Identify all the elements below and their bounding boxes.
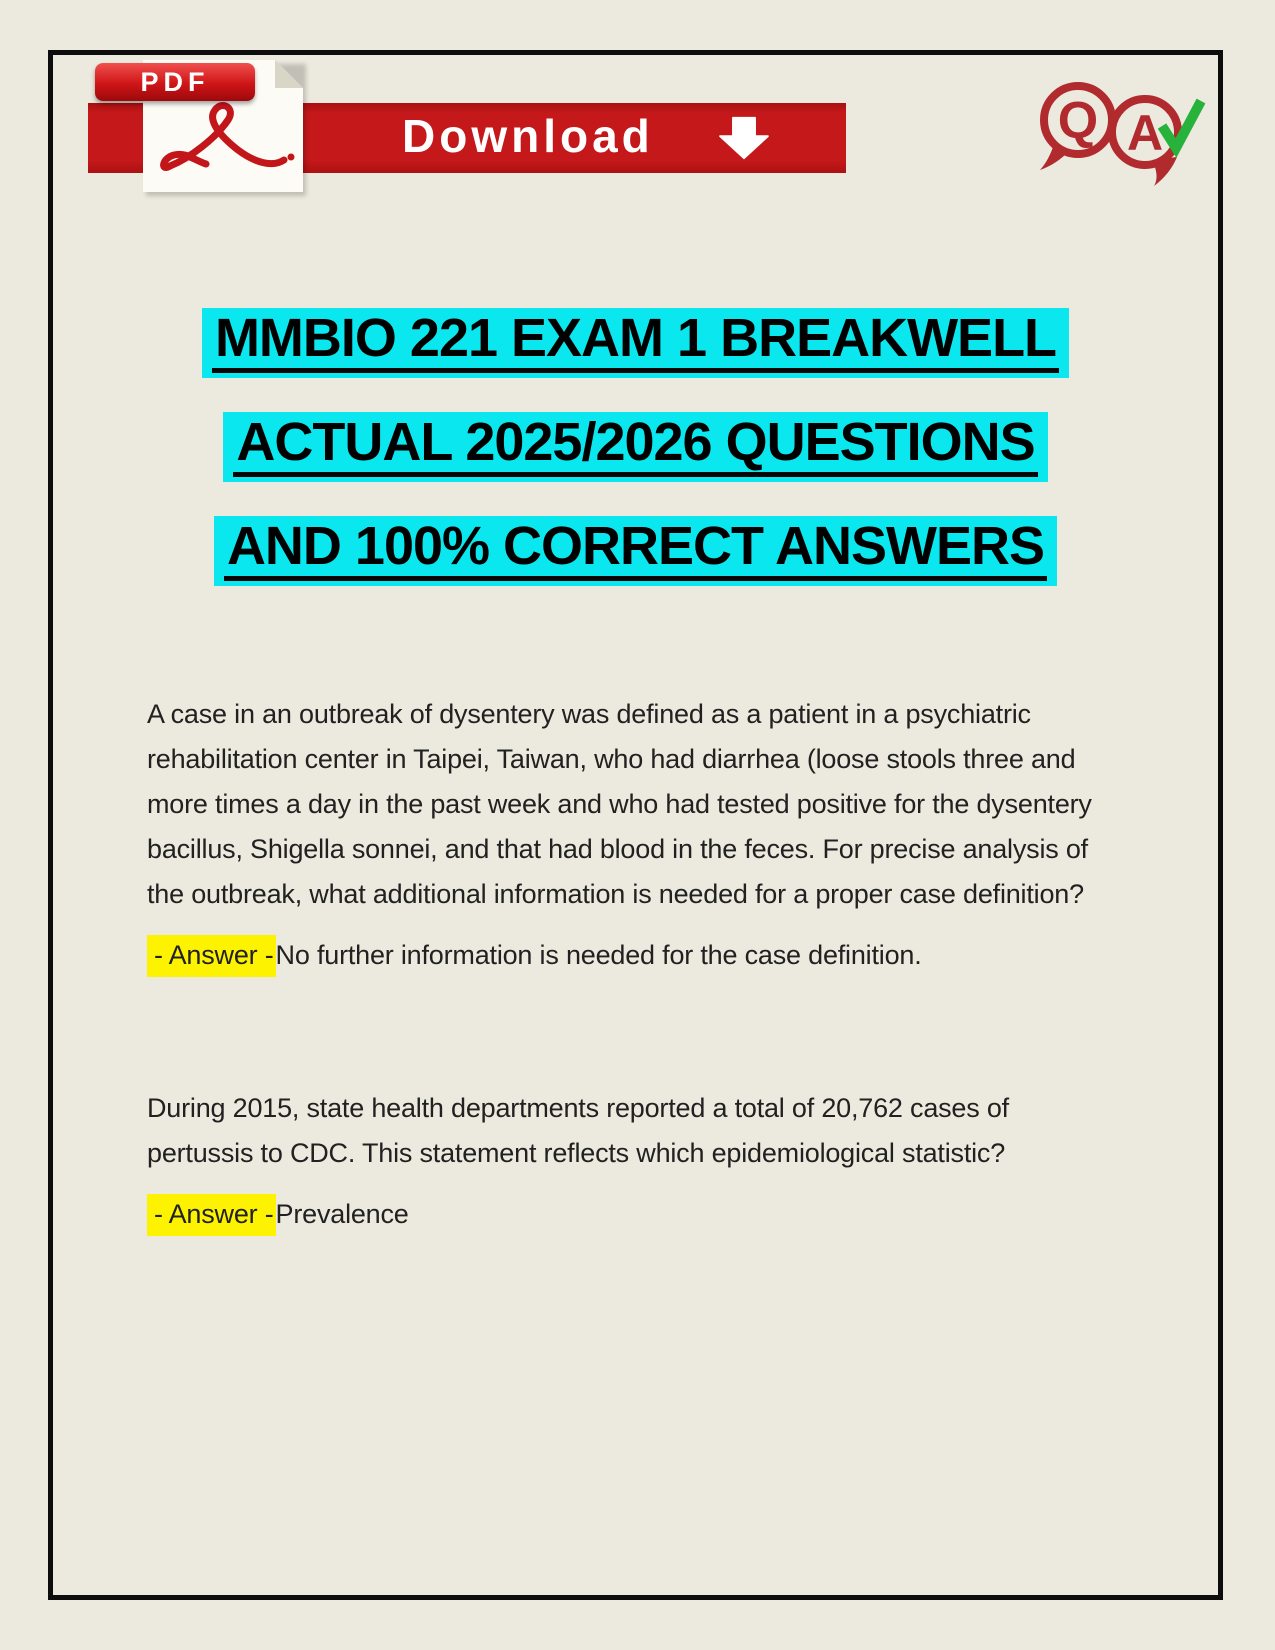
download-label: Download bbox=[402, 110, 654, 162]
pdf-badge: PDF bbox=[95, 63, 255, 101]
answer-line bbox=[147, 1192, 1122, 1237]
download-arrow-icon bbox=[716, 115, 772, 161]
acrobat-swirl-icon bbox=[160, 100, 300, 185]
document-title bbox=[53, 308, 1218, 586]
q-letter: Q bbox=[1057, 92, 1099, 150]
answer-bubble-tail bbox=[1152, 157, 1177, 186]
pdf-file-icon[interactable] bbox=[88, 55, 318, 195]
qa-logo bbox=[1040, 80, 1208, 192]
title-text-1: MMBIO 221 EXAM 1 BREAKWELL bbox=[212, 311, 1059, 373]
title-text-2: ACTUAL 2025/2026 QUESTIONS bbox=[233, 415, 1037, 477]
answer-text: No further information is needed for the case definition. bbox=[275, 940, 922, 970]
answer-line bbox=[147, 933, 1122, 978]
question-text: A case in an outbreak of dysentery was defined as a patient in a psychiatric rehabilitation center in Taipei, Taiwan, who had diarrhea (loose stools three and more times a day in the past week and who had tested positive for the dysentery bacillus, Shigella sonnei, and that had blood in the feces. For precise analysis of the outbreak, what additional information is needed for a proper case definition? bbox=[147, 699, 1092, 909]
question-text: During 2015, state health departments reported a total of 20,762 cases of pertussis to CDC. This statement reflects which epidemiological statistic? bbox=[147, 1093, 1009, 1168]
a-letter: A bbox=[1126, 105, 1164, 161]
title-line-1 bbox=[53, 308, 1218, 378]
answer-prefix-highlight: - Answer - bbox=[147, 1194, 276, 1236]
title-line-3 bbox=[53, 516, 1218, 586]
answer-prefix-highlight: - Answer - bbox=[147, 935, 276, 977]
answer-text: Prevalence bbox=[275, 1199, 409, 1229]
document-content bbox=[53, 55, 1218, 1237]
title-line-2 bbox=[53, 412, 1218, 482]
title-text-3: AND 100% CORRECT ANSWERS bbox=[224, 519, 1047, 581]
